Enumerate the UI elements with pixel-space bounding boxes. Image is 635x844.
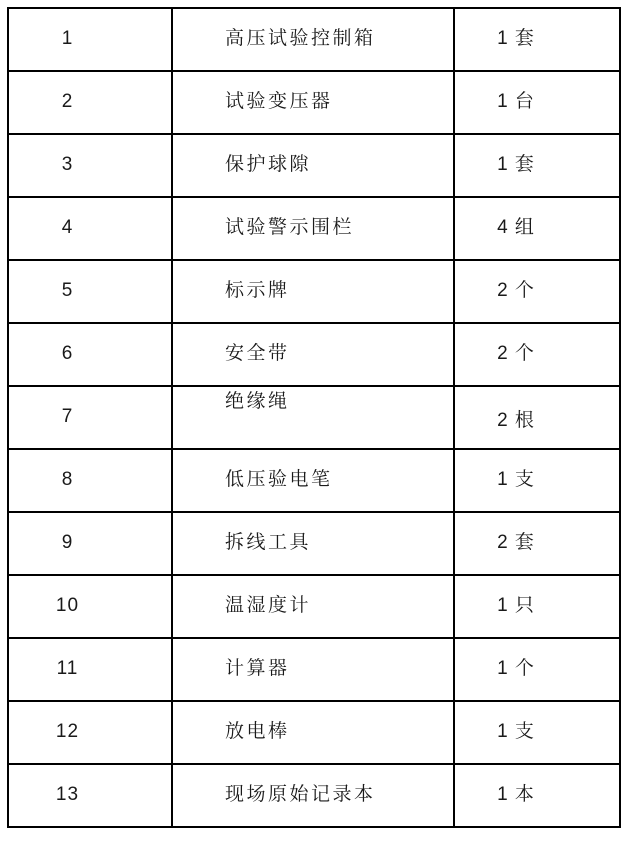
table-row	[8, 8, 620, 71]
table-row	[8, 71, 620, 134]
table-row	[8, 386, 620, 449]
quantity-cell: 1 个	[454, 638, 620, 701]
quantity-cell: 4 组	[454, 197, 620, 260]
quantity-cell: 2 根	[454, 386, 620, 449]
table-row	[8, 197, 620, 260]
quantity-cell: 1 本	[454, 764, 620, 827]
table-row	[8, 512, 620, 575]
row-number-cell: 2	[8, 71, 172, 134]
table-row	[8, 323, 620, 386]
quantity-cell: 2 套	[454, 512, 620, 575]
item-name-cell: 高压试验控制箱	[172, 8, 454, 71]
item-name-cell: 温湿度计	[172, 575, 454, 638]
table-row	[8, 449, 620, 512]
item-name-cell: 计算器	[172, 638, 454, 701]
row-number-cell: 7	[8, 386, 172, 449]
item-name-cell: 绝缘绳	[172, 386, 454, 449]
item-name-cell: 放电棒	[172, 701, 454, 764]
row-number-cell: 9	[8, 512, 172, 575]
item-name-cell: 保护球隙	[172, 134, 454, 197]
row-number-cell: 3	[8, 134, 172, 197]
item-name-cell: 低压验电笔	[172, 449, 454, 512]
row-number-cell: 1	[8, 8, 172, 71]
table-row	[8, 701, 620, 764]
quantity-cell: 1 支	[454, 701, 620, 764]
quantity-cell: 2 个	[454, 323, 620, 386]
equipment-table	[7, 7, 621, 828]
row-number-cell: 10	[8, 575, 172, 638]
table-row	[8, 764, 620, 827]
table-row	[8, 638, 620, 701]
quantity-cell: 1 支	[454, 449, 620, 512]
table-row	[8, 575, 620, 638]
item-name-cell: 试验变压器	[172, 71, 454, 134]
row-number-cell: 6	[8, 323, 172, 386]
row-number-cell: 4	[8, 197, 172, 260]
item-name-cell: 安全带	[172, 323, 454, 386]
item-name-cell: 拆线工具	[172, 512, 454, 575]
table-row	[8, 260, 620, 323]
quantity-cell: 1 套	[454, 134, 620, 197]
row-number-cell: 12	[8, 701, 172, 764]
row-number-cell: 11	[8, 638, 172, 701]
table-row	[8, 134, 620, 197]
quantity-cell: 1 台	[454, 71, 620, 134]
row-number-cell: 5	[8, 260, 172, 323]
item-name-cell: 试验警示围栏	[172, 197, 454, 260]
row-number-cell: 8	[8, 449, 172, 512]
quantity-cell: 1 套	[454, 8, 620, 71]
quantity-cell: 2 个	[454, 260, 620, 323]
quantity-cell: 1 只	[454, 575, 620, 638]
item-name-cell: 标示牌	[172, 260, 454, 323]
row-number-cell: 13	[8, 764, 172, 827]
item-name-cell: 现场原始记录本	[172, 764, 454, 827]
